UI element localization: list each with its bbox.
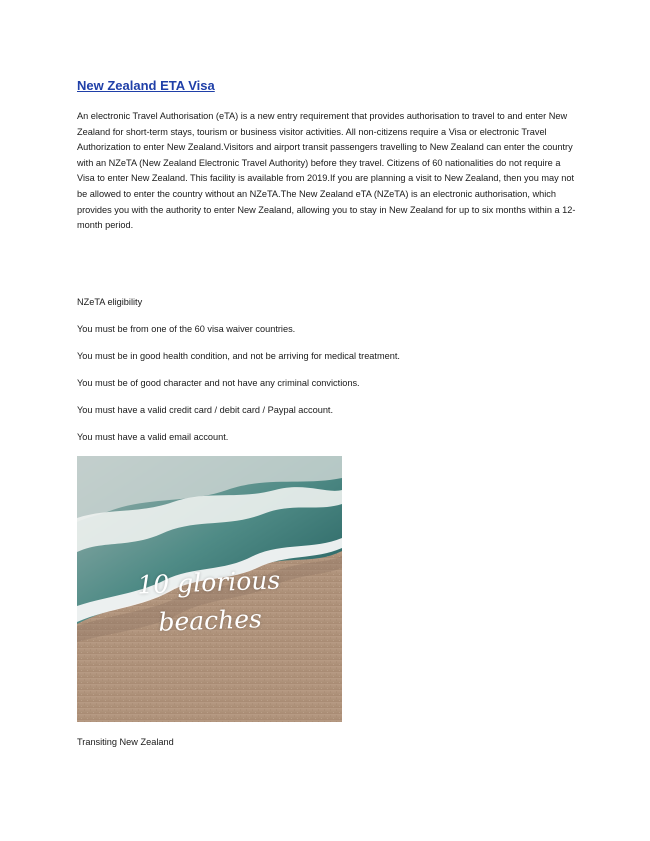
eligibility-item: You must be from one of the 60 visa waiver countries. (77, 324, 296, 334)
eligibility-item: You must have a valid credit card / debit card / Paypal account. (77, 405, 334, 415)
page-title-link[interactable]: New Zealand ETA Visa (77, 78, 215, 93)
eligibility-item: You must be of good character and not have any criminal convictions. (77, 378, 360, 388)
photo-caption-line: 10 glorious (136, 565, 281, 600)
eligibility-heading: NZeTA eligibility (77, 297, 143, 307)
photo-caption-line: beaches (157, 604, 263, 637)
beach-photo (77, 456, 342, 722)
eligibility-item: You must be in good health condition, and not be arriving for medical treatment. (77, 351, 400, 361)
intro-paragraph: An electronic Travel Authorisation (eTA) is a new entry requirement that provides authorisation to travel to and enter New Zealand for short-term stays, tourism or business visitor activities. All non-citizens require a Visa or electronic Travel Authorization to enter New Zealand.Visitors and airport transit passengers travelling to New Zealand can enter the country with an NZeTA (New Zealand Electronic Travel Authority) before they travel. Citizens of 60 nationalities do not require a Visa to enter New Zealand. This facility is available from 2019.If you are planning a visit to New Zealand, then you may not be allowed to enter the country without an NZeTA.The New Zealand eTA (NZeTA) is an electronic authorisation, which provides you with the authority to enter New Zealand, allowing you to stay in New Zealand for up to six months within a 12-month period. (77, 111, 576, 231)
transit-heading: Transiting New Zealand (77, 737, 174, 747)
eligibility-item: You must have a valid email account. (77, 432, 229, 442)
photo-caption (77, 559, 342, 644)
